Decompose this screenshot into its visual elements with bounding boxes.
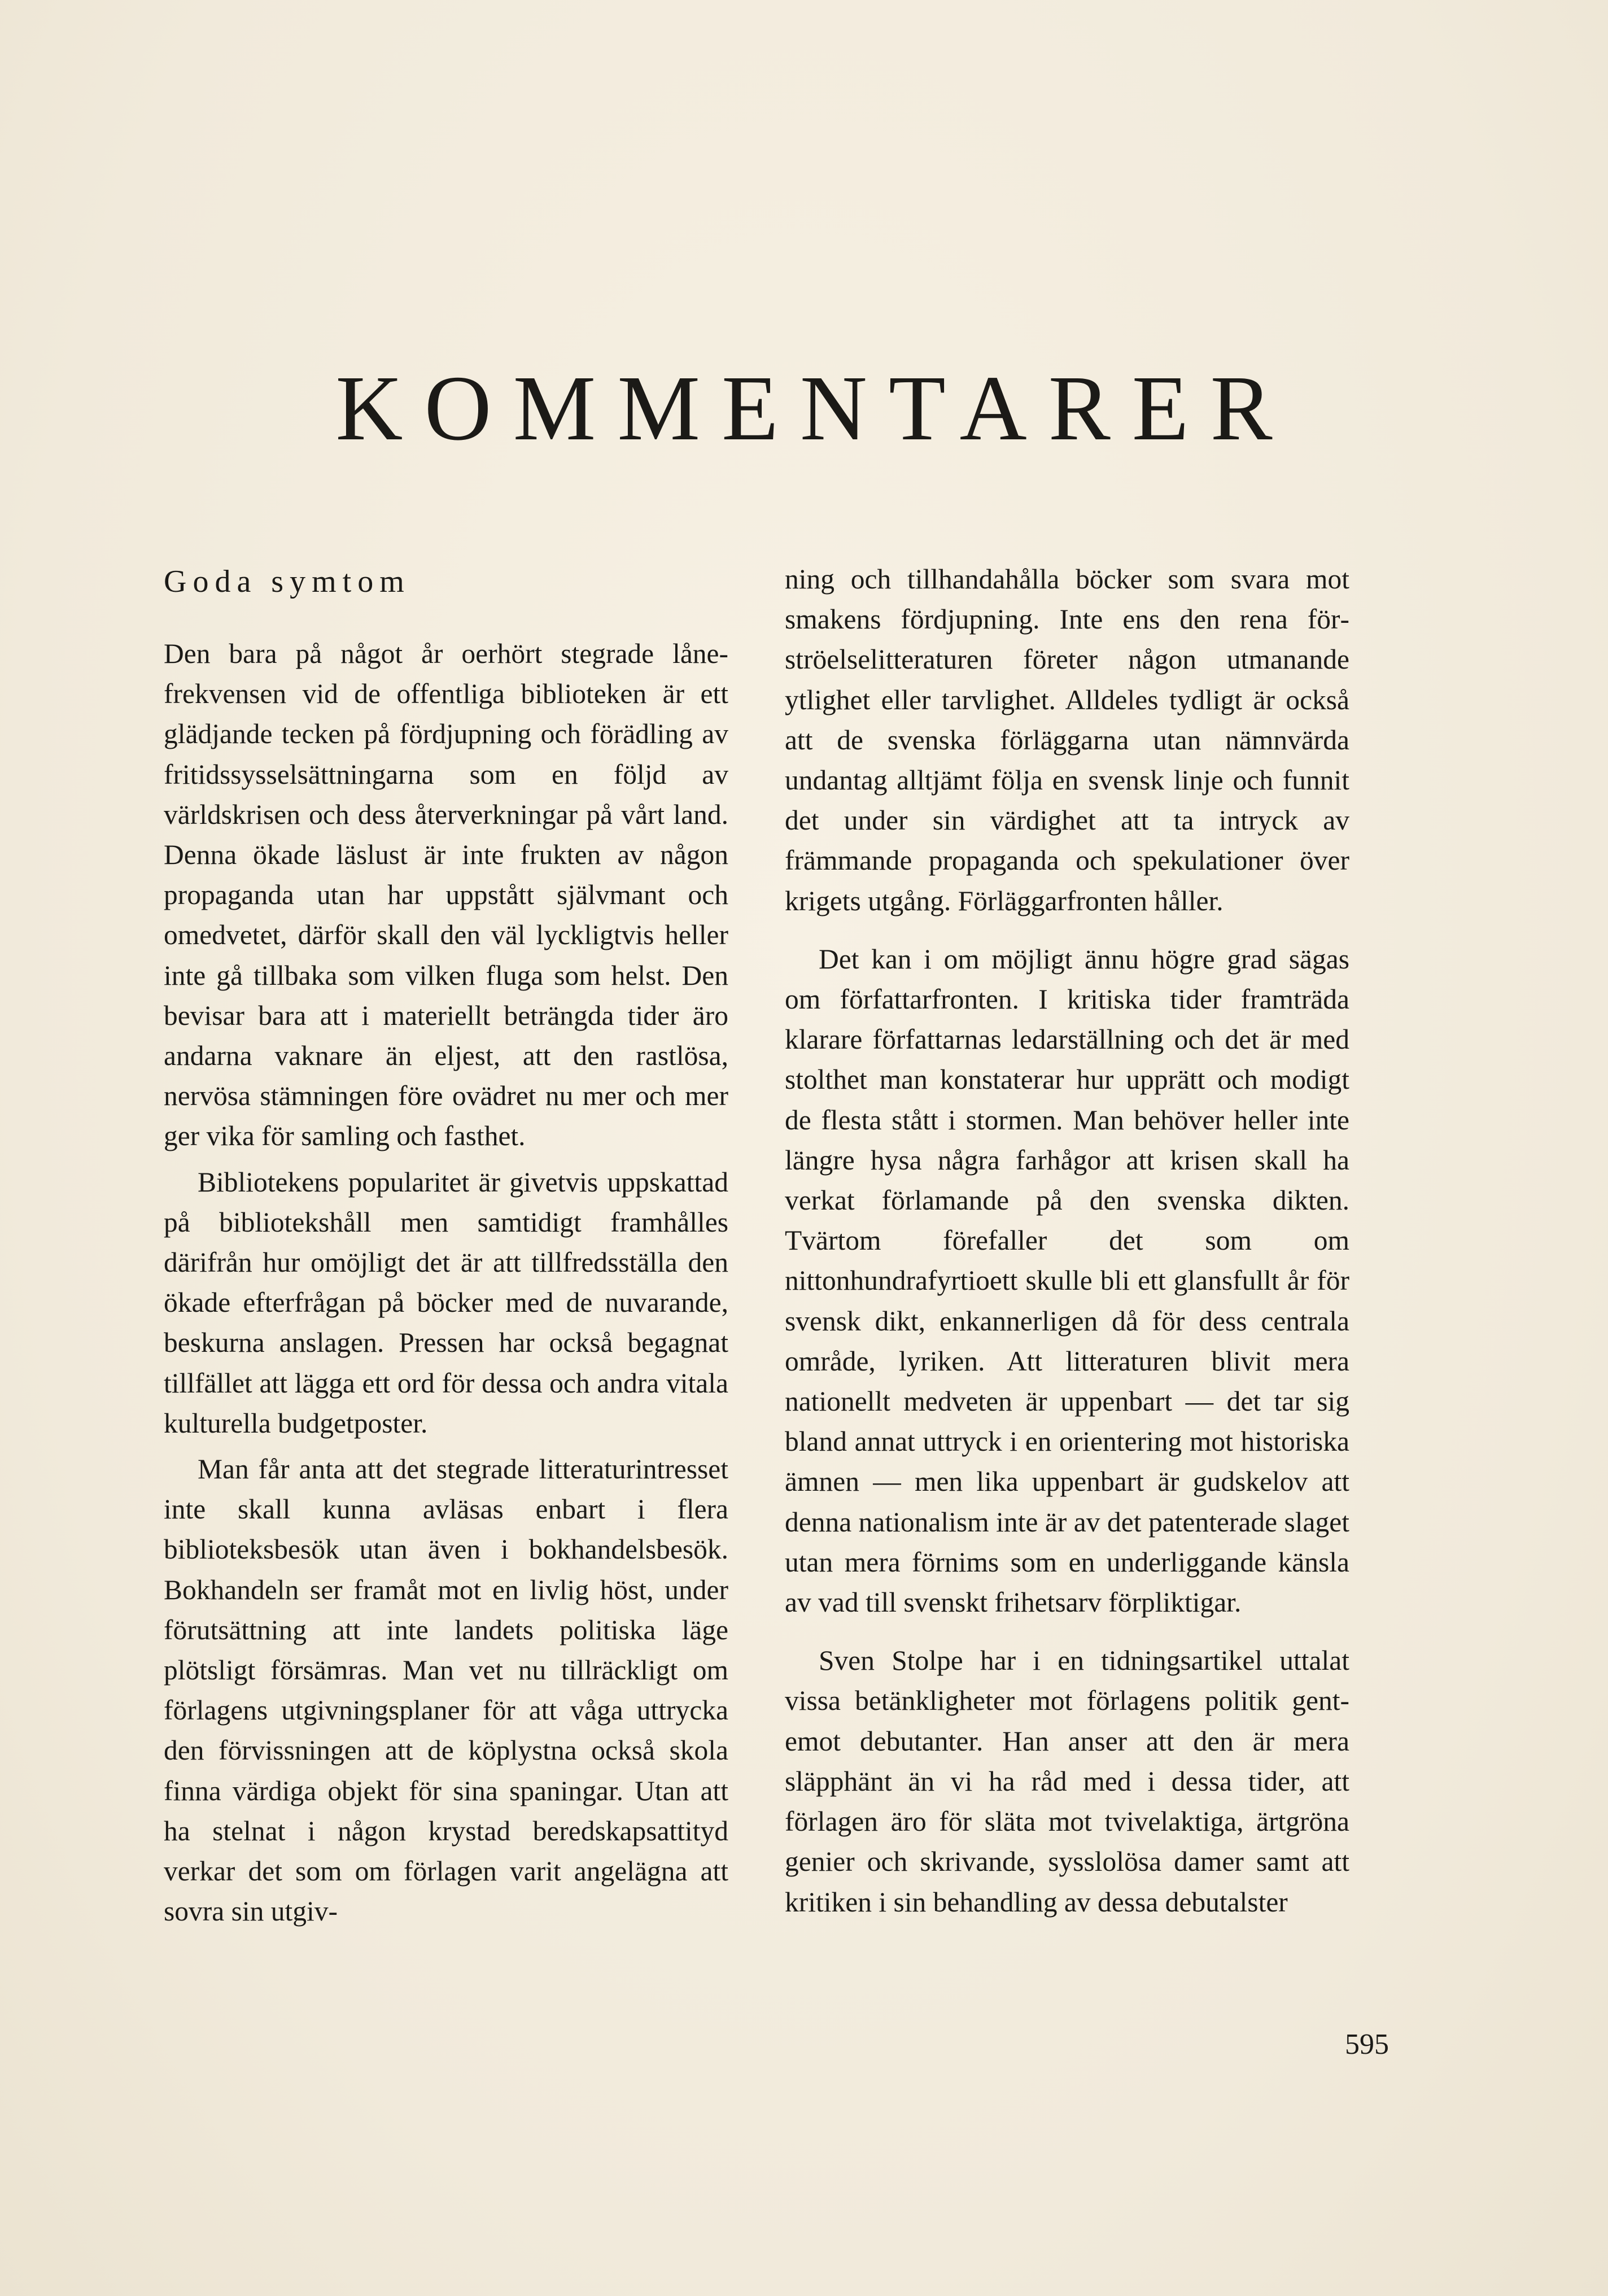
page-title: KOMMENTARER xyxy=(335,356,1294,460)
paragraph-continuation: ning och tillhandahålla böcker som svara mot smakens fördjupning. Inte ens den rena förströelselitteraturen företer någon utmanande ytlighet eller tarvlighet. Alldeles tydligt är också att de svenska förläggarna utan nämnvärda undantag alltjämt följa en svensk linje och funnit det under sin värdighet att ta intryck av främmande propaganda och spekulationer över krigets utgång. Förläggarfronten håller. xyxy=(785,564,1349,916)
paragraph: Den bara på något år oerhört stegrade lånefrekvensen vid de offentliga biblioteken är ett glädjande tecken på fördjupning och förädling av fritidssysselsättningarna som en följd av världskrisen och dess återverkningar på vårt land. Denna ökade läslust är inte frukten av någon propaganda utan har uppstått självmant och omedvetet, därför skall den väl lyckligtvis heller inte gå tillbaka som vilken fluga som helst. Den bevisar bara att i materiellt beträngda tider äro andarna vaknare än eljest, att den rastlösa, nervösa stämningen före ovädret nu mer och mer ger vika för samling och fasthet. xyxy=(164,638,728,1152)
paragraph: Bibliotekens popularitet är givetvis uppskattad på bibliotekshåll men samtidigt framhålles därifrån hur omöjligt det är att tillfredsställa den ökade efterfrågan på böcker med de nuvarande, beskurna anslagen. Pressen har också begagnat tillfället att lägga ett ord för dessa och andra vitala kulturella budgetposter. xyxy=(164,1166,728,1439)
section-heading: Goda symtom xyxy=(164,564,410,599)
paragraph: Man får anta att det stegrade litteraturintresset inte skall kunna avläsas enbart i flera biblioteksbesök utan även i bokhandelsbesök. Bokhandeln ser framåt mot en livlig höst, under förutsättning att inte landets politiska läge plötsligt försämras. Man vet nu tillräckligt om förlagens utgivningsplaner för att våga uttrycka den förvissningen att de köplystna också skola finna värdiga objekt för sina spaningar. Utan att ha stelnat i någon krystad beredskapsattityd verkar det som om förlagen varit angelägna att sovra sin utgiv- xyxy=(164,1453,728,1927)
page-number: 595 xyxy=(1345,2028,1389,2061)
paragraph: Det kan i om möjligt ännu högre grad sägas om författarfronten. I kritiska tider framträda klarare författarnas ledarställning och det är med stolthet man konstaterar hur upprätt och modigt de flesta stått i stormen. Man behöver heller inte längre hysa några farhågor att krisen skall ha verkat förlamande på den svenska dikten. Tvärtom förefaller det som om nittonhundrafyrtioett skulle bli ett glansfullt år för svensk dikt, enkannerligen då för dess centrala område, lyriken. Att litteraturen blivit mera nationellt medveten är uppenbart — det tar sig bland annat uttryck i en orientering mot historiska ämnen — men lika uppenbart är gudskelov att denna nationalism inte är av det patenterade slaget utan mera förnims som en underliggande känsla av vad till svenskt frihetsarv förpliktigar. xyxy=(785,943,1349,1618)
left-column xyxy=(164,559,728,1932)
right-column xyxy=(785,559,1349,1922)
paragraph: Sven Stolpe har i en tidningsartikel uttalat vissa betänkligheter mot förlagens politik gentemot debutanter. Han anser att den är mera släpphänt än vi ha råd med i dessa tider, att förlagen äro för släta mot tvivelaktiga, ärtgröna genier och skrivande, sysslolösa damer samt att kritiken i sin behandling av dessa debutalster xyxy=(785,1645,1349,1918)
